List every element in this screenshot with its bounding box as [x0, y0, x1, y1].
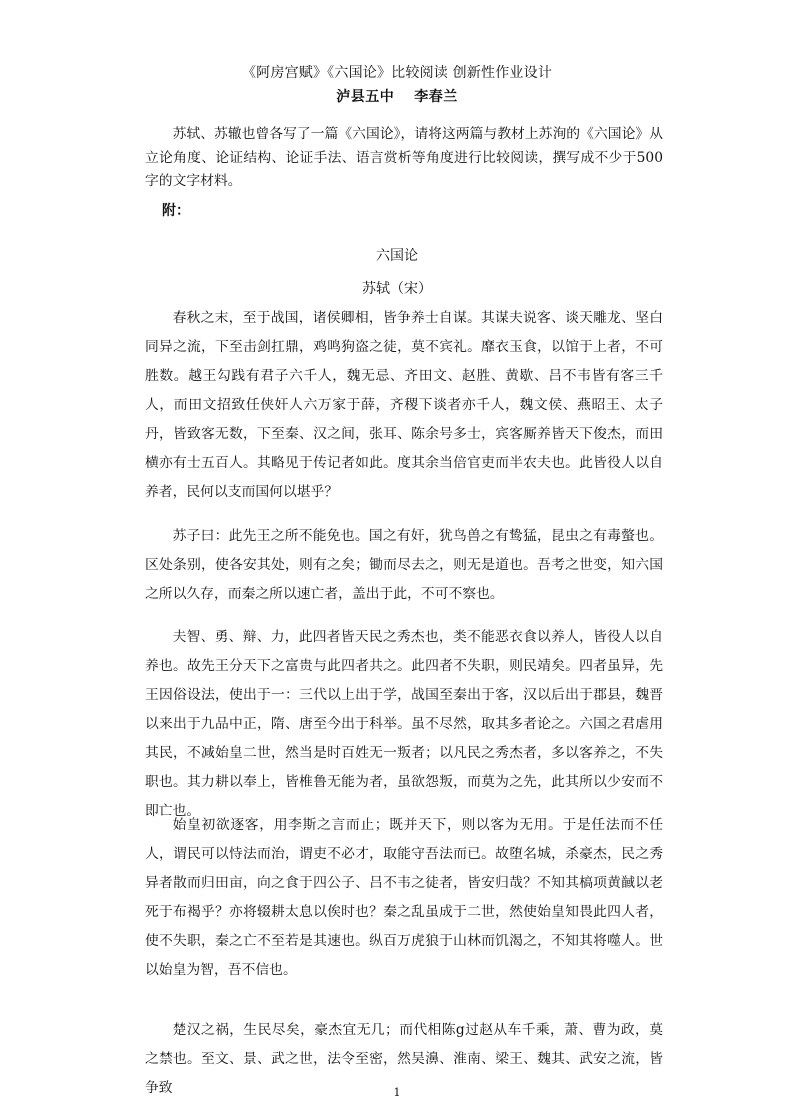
essay-paragraph: 苏子曰：此先王之所不能免也。国之有奸，犹鸟兽之有鸷猛，昆虫之有毒螫也。区处条别，使各安其处，则有之矣；锄而尽去之，则无是道也。吾考之世变，知六国之所以久存，而秦之所以速亡者，盖出于此，不可不察也。	[145, 528, 663, 602]
document-title: 《阿房宫赋》《六国论》比较阅读 创新性作业设计	[241, 65, 553, 81]
assignment-instructions: 苏轼、苏辙也曾各写了一篇《六国论》，请将这两篇与教材上苏洵的《六国论》从立论角度、论证结构、论证手法、语言赏析等角度进行比较阅读，撰写成不少于500字的文字材料。	[145, 126, 663, 189]
essay-paragraph: 春秋之末，至于战国，诸侯卿相，皆争养士自谋。其谋夫说客、谈天雕龙、坚白同异之流，下至击剑扛鼎，鸡鸣狗盗之徒，莫不宾礼。靡衣玉食，以馆于上者，不可胜数。越王勾践有君子六千人，魏无忌、齐田文、赵胜、黄歇、吕不韦皆有客三千人，而田文招致任侠奸人六万家于薛，齐稷下谈者亦千人，魏文侯、燕昭王、太子丹，皆致客无数，下至秦、汉之间，张耳、陈余号多士，宾客厮养皆天下俊杰，而田横亦有士五百人。其略见于传记者如此。度其余当倍官吏而半农夫也。此皆役人以自养者，民何以支而国何以堪乎？	[145, 310, 663, 500]
document-author-line	[0, 87, 794, 107]
essay-author: 苏轼（宋）	[362, 281, 432, 297]
essay-title: 六国论	[376, 248, 418, 264]
essay-paragraph: 夫智、勇、辩、力，此四者皆天民之秀杰也，类不能恶衣食以养人，皆役人以自养也。故先王分天下之富贵与此四者共之。此四者不失职，则民靖矣。四者虽异，先王因俗设法，使出于一：三代以上出于学，战国至秦出于客，汉以后出于郡县，魏晋以来出于九品中正，隋、唐至今出于科举。虽不尽然，取其多者论之。六国之君虐用其民，不减始皇二世，然当是时百姓无一叛者；以凡民之秀杰者，多以客养之，不失职也。其力耕以奉上，皆椎鲁无能为者，虽欲怨叛，而莫为之先，此其所以少安而不即亡也。	[145, 629, 663, 819]
appendix-label: 附：	[162, 203, 190, 219]
page-number: 1	[393, 1086, 401, 1099]
author-school: 泸县五中	[336, 89, 395, 105]
essay-paragraph: 始皇初欲逐客，用李斯之言而止；既并天下，则以客为无用。于是任法而不任人，谓民可以恃法而治，谓吏不必才，取能守吾法而已。故堕名城，杀豪杰，民之秀异者散而归田亩，向之食于四公子、吕不韦之徒者，皆安归哉？不知其槁项黄馘以老死于布褐乎？亦将辍耕太息以俟时也？秦之乱虽成于二世，然使始皇知畏此四人者，使不失职，秦之亡不至若是其速也。纵百万虎狼于山林而饥渴之，不知其将噬人。世以始皇为智，吾不信也。	[145, 817, 663, 978]
essay-paragraph: 楚汉之祸，生民尽矣，豪杰宜无几；而代相陈g过赵从车千乘，萧、曹为政，莫之禁也。至文、景、武之世，法令至密，然吴濞、淮南、梁王、魏其、武安之流，皆争致	[145, 1022, 663, 1096]
author-name: 李春兰	[414, 89, 458, 105]
